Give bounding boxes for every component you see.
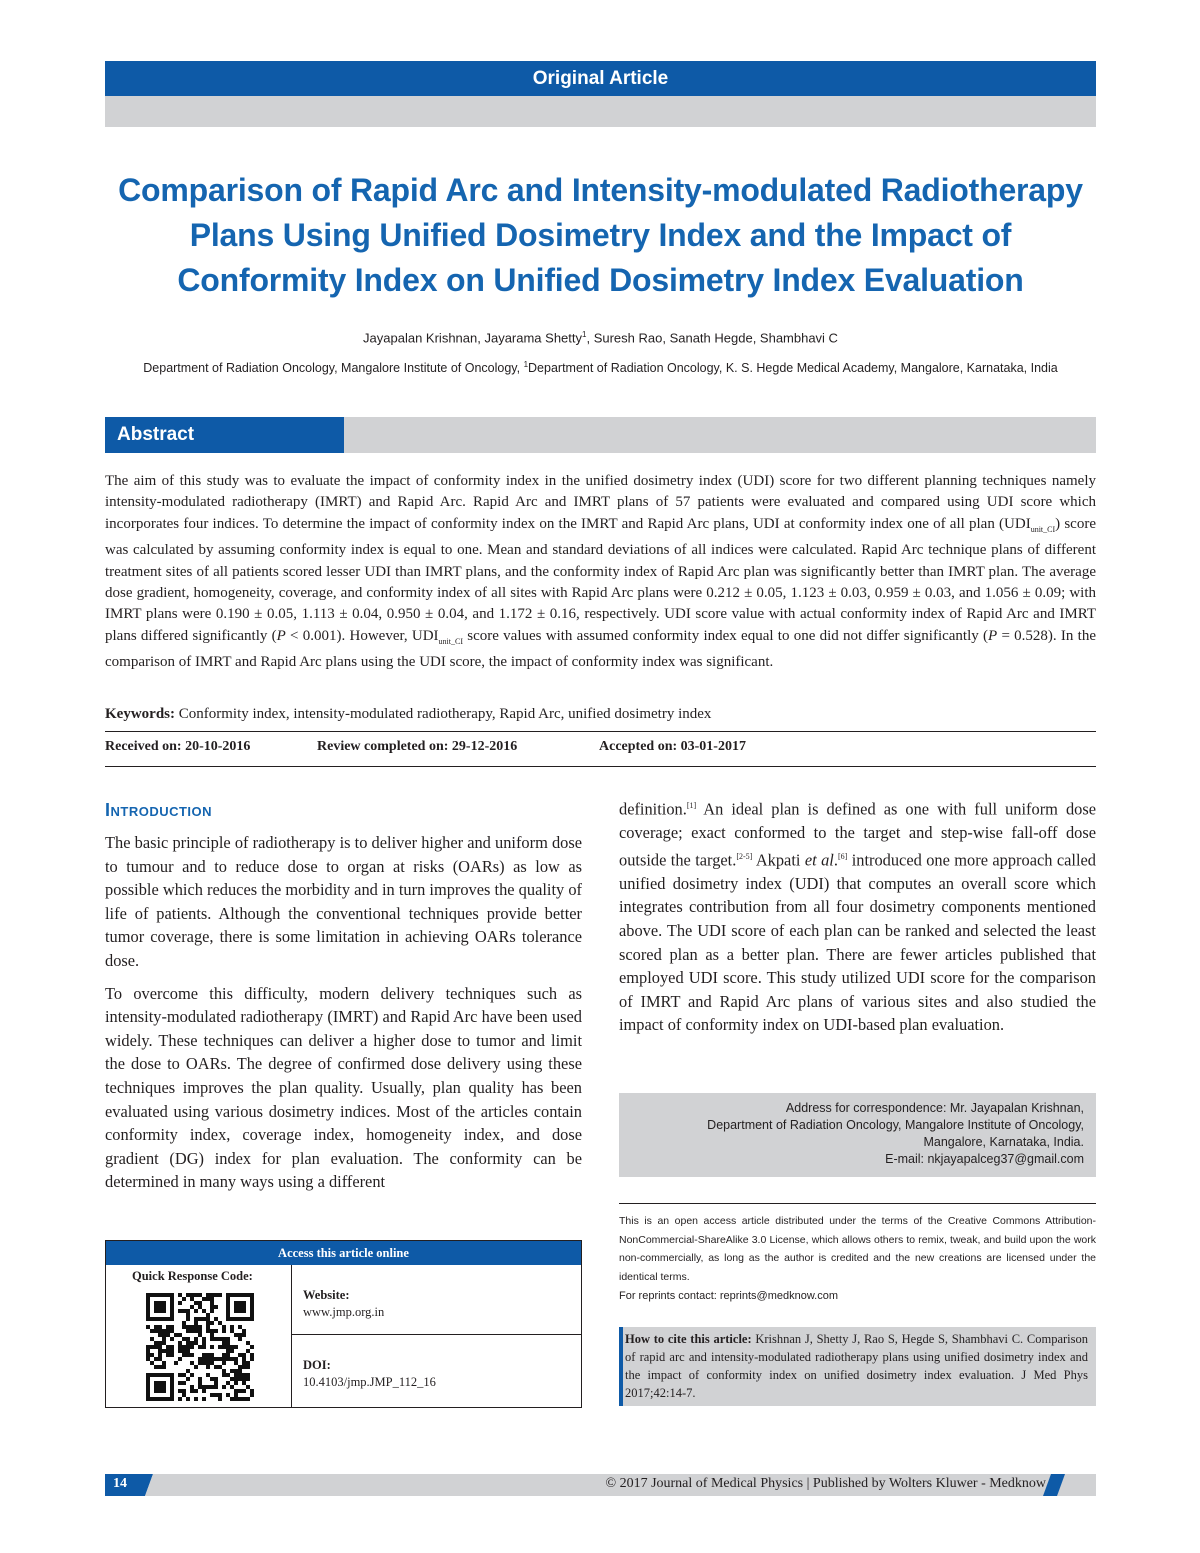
correspondence-email: E-mail: nkjayapalceg37@gmail.com (885, 1152, 1084, 1166)
article-type-label: Original Article (532, 68, 669, 89)
right-column (619, 794, 1096, 1037)
intro-paragraph-3 (619, 794, 1096, 1037)
abstract-text (105, 471, 1096, 674)
received-date: Received on: 20-10-2016 (105, 739, 251, 754)
introduction-heading (105, 800, 212, 821)
abstract-heading: Abstract (105, 417, 344, 453)
intro-paragraph-1: The basic principle of radiotherapy is to deliver higher and uniform dose to tumour and to reduce dose to organ at risks (OARs) as low as possible which reduces the morbidity and in turn improves the quality of life of patients. Although the conventional techniques provide better tumor coverage, there is some limitation in achieving OARs tolerance dose. (105, 833, 582, 970)
author-superscript: 1 (582, 330, 587, 339)
header-gray-band (105, 96, 1096, 127)
qr-code-icon[interactable] (146, 1293, 254, 1401)
reference-2: [2-5] (736, 851, 753, 861)
abstract-text-1: The aim of this study was to evaluate the impact of conformity index in the unified dosimetry index (UDI) score for two different planning techniques namely intensity-modulated radiotherapy (IMRT) and Rapid Arc. Rapid Arc and IMRT plans of 57 patients were evaluated and compared using UDI score which incorporates four indices. To determine the impact of conformity index on the IMRT and Rapid Arc plans, UDI at conformity index one of all plan (UDI (105, 473, 1096, 532)
access-online-box (105, 1240, 582, 1408)
footer-copyright: © 2017 Journal of Medical Physics | Published by Wolters Kluwer - Medknow (605, 1476, 1046, 1491)
open-access-notice: This is an open access article distributed under the terms of the Creative Commons Attribution-NonCommercial-ShareAlike 3.0 License, which allows others to remix, tweak, and build upon the work non-commercially, as long as the author is credited and the new creations are licensed under the identical terms. (619, 1215, 1096, 1283)
citation-accent (619, 1327, 623, 1406)
intro-text-1: definition. (619, 799, 687, 819)
dates-bottom-rule (105, 766, 1096, 767)
access-divider (291, 1265, 292, 1407)
author-names-a: Jayapalan Krishnan, Jayarama Shetty (363, 330, 583, 346)
intro-text-2: An ideal plan is defined as one with full uniform dose coverage; exact conformed to the target and step-wise fall-off dose outside the target. (619, 799, 1096, 870)
abstract-bar (105, 417, 1096, 453)
correspondence-line-1: Address for correspondence: Mr. Jayapalan Krishnan, (785, 1101, 1084, 1115)
correspondence-line-2: Department of Radiation Oncology, Mangalore Institute of Oncology, (707, 1118, 1084, 1132)
article-type-banner (105, 61, 1096, 96)
introduction-heading-text: Introduction (105, 800, 213, 820)
keywords-text: Conformity index, intensity-modulated radiotherapy, Rapid Arc, unified dosimetry index (175, 706, 712, 722)
doi-value[interactable]: 10.4103/jmp.JMP_112_16 (303, 1375, 436, 1389)
author-list (105, 330, 1096, 345)
citation-text: Krishnan J, Shetty J, Rao S, Hegde S, Shambhavi C. Comparison of rapid arc and intensity-modulated radiotherapy plans using unified dosimetry index and the impact of conformity index on unified dosimetry index evaluation. J Med Phys 2017;42:14-7. (625, 1332, 1089, 1400)
abstract-text-5: = 0.528). In the comparison of IMRT and Rapid Arc plans using the UDI score, the impact of conformity index was significant. (105, 627, 1096, 671)
abstract-text-4: score values with assumed conformity index equal to one did not differ significantly ( (463, 627, 989, 644)
doi-label: DOI: (303, 1358, 331, 1372)
intro-text-4: . (833, 850, 838, 870)
citation-label: How to cite this article: (625, 1332, 752, 1346)
page-footer (105, 1474, 1096, 1496)
article-title: Comparison of Rapid Arc and Intensity-modulated Radiotherapy Plans Using Unified Dosimetry Index and the Impact of Conformity Index on Unified Dosimetry Index Evaluation (118, 172, 1083, 298)
access-mid-rule (291, 1334, 581, 1335)
website-label: Website: (303, 1288, 350, 1302)
accepted-date: Accepted on: 03-01-2017 (599, 739, 746, 754)
affiliation-part-b: Department of Radiation Oncology, K. S. Hegde Medical Academy, Mangalore, Karnataka, India (528, 361, 1058, 376)
left-column (105, 831, 582, 1203)
keywords (105, 706, 1096, 723)
qr-label: Quick Response Code: (132, 1269, 253, 1283)
abstract-p-2: P (988, 627, 998, 644)
reference-1: [1] (686, 801, 697, 810)
abstract-subscript-2: unit_CI (438, 636, 463, 646)
review-date: Review completed on: 29-12-2016 (317, 739, 518, 754)
abstract-text-3: < 0.001). However, UDI (285, 627, 439, 644)
keywords-label: Keywords: (105, 706, 175, 722)
citation-box (619, 1327, 1096, 1406)
page-number: 14 (113, 1476, 127, 1491)
correspondence-line-3: Mangalore, Karnataka, India. (923, 1135, 1084, 1149)
intro-text-5: introduced one more approach called unified dosimetry index (UDI) that computes an overall score which integrates contribution from all four dosimetry components mentioned above. The UDI score of each plan can be ranked and selected the least scored plan as a better plan. There are fewer articles published that employed UDI score. This study utilized UDI score for the comparison of IMRT and Rapid Arc plans of various sites and also studied the impact of conformity index on UDI-based plan evaluation. (619, 850, 1096, 1035)
intro-text-3: Akpati (752, 850, 805, 870)
author-names-b: , Suresh Rao, Sanath Hegde, Shambhavi C (586, 330, 838, 346)
reference-3: [6] (837, 851, 848, 861)
intro-paragraph-2: To overcome this difficulty, modern delivery techniques such as intensity-modulated radiotherapy (IMRT) and Rapid Arc have been used widely. These techniques can deliver a higher dose to tumor and limit the dose to OARs. The degree of confirmed dose delivery using these techniques improves the plan quality. Usually, plan quality has been evaluated using various dosimetry indices. Most of the articles contain conformity index, coverage index, homogeneity index, and dose gradient (DG) index for plan evaluation. The conformity can be determined in many ways using a different (105, 983, 582, 1192)
abstract-subscript-1: unit_CI (1030, 524, 1056, 534)
abstract-p-1: P (276, 627, 286, 644)
website-link[interactable]: www.jmp.org.in (303, 1305, 385, 1319)
affiliation-superscript: 1 (523, 360, 529, 369)
affiliation-part-a: Department of Radiation Oncology, Mangalore Institute of Oncology, (143, 361, 524, 376)
open-access-rule (619, 1203, 1096, 1204)
affiliation (105, 360, 1096, 375)
access-heading: Access this article online (106, 1241, 581, 1265)
reprints-contact: For reprints contact: reprints@medknow.com (619, 1290, 839, 1302)
et-al: et al (804, 850, 834, 870)
correspondence-box (619, 1093, 1096, 1177)
dates-top-rule (105, 731, 1096, 732)
abstract-text-2: ) score was calculated by assuming conformity index is equal to one. Mean and standard deviations of all indices were calculated. Rapid Arc technique plans of different treatment sites of all patients scored lesser UDI than IMRT plans, and the conformity index of Rapid Arc plan was significantly better than IMRT plan. The average dose gradient, homogeneity, coverage, and conformity index of all sites with Rapid Arc plans were 0.212 ± 0.05, 1.123 ± 0.03, 0.959 ± 0.03, and 1.056 ± 0.09; with IMRT plans were 0.190 ± 0.05, 1.113 ± 0.04, 0.950 ± 0.04, and 1.172 ± 0.16, respectively. UDI score value with actual conformity index of Rapid Arc and IMRT plans differed significantly ( (105, 515, 1096, 644)
